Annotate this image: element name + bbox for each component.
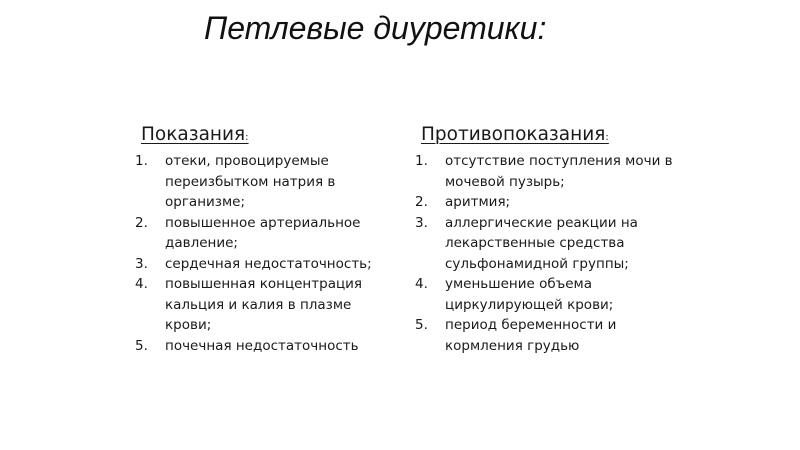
list-item <box>415 213 680 275</box>
contraindications-heading <box>415 122 680 151</box>
contraindications-section <box>415 122 680 356</box>
indications-list <box>135 151 390 356</box>
list-item <box>135 336 390 357</box>
item-number: 5. <box>415 317 428 333</box>
item-number: 1. <box>135 153 148 169</box>
contraindications-heading-text: Противопоказания <box>421 124 606 145</box>
indications-heading-colon: : <box>245 132 249 143</box>
item-text: почечная недостаточность <box>165 337 359 354</box>
item-text: повышенная концентрация кальция и калия в плазме крови; <box>165 276 363 333</box>
item-text: повышенное артериальное давление; <box>165 214 361 251</box>
item-text: уменьшение объема циркулирующей крови; <box>445 276 614 313</box>
item-number: 3. <box>135 255 148 272</box>
list-item <box>415 274 680 315</box>
item-text: отсутствие поступления мочи в мочевой пузырь; <box>445 153 673 190</box>
item-number: 5. <box>135 337 148 354</box>
item-text: аллергические реакции на лекарственные средства сульфонамидной группы; <box>445 214 638 272</box>
list-item <box>135 213 390 254</box>
list-item <box>415 192 680 213</box>
slide-title: Петлевые диуретики: <box>204 10 547 46</box>
item-number: 3. <box>415 214 428 231</box>
contraindications-list <box>415 151 680 356</box>
item-number: 4. <box>415 276 428 292</box>
indications-heading-text: Показания <box>141 124 246 145</box>
item-text: сердечная недостаточность; <box>165 255 372 272</box>
list-item <box>135 151 390 213</box>
item-text: отеки, провоцируемые переизбытком натрия в организме; <box>165 153 336 210</box>
item-number: 2. <box>135 214 148 231</box>
list-item <box>135 274 390 336</box>
item-number: 4. <box>135 276 148 292</box>
item-number: 1. <box>415 153 428 169</box>
list-item <box>135 254 390 275</box>
list-item <box>415 315 680 356</box>
indications-section <box>135 122 390 356</box>
item-text: период беременности и кормления грудью <box>445 317 617 354</box>
contraindications-heading-colon: : <box>605 132 609 143</box>
item-number: 2. <box>415 194 428 210</box>
item-text: аритмия; <box>445 194 511 210</box>
indications-heading <box>135 122 390 151</box>
list-item <box>415 151 680 192</box>
